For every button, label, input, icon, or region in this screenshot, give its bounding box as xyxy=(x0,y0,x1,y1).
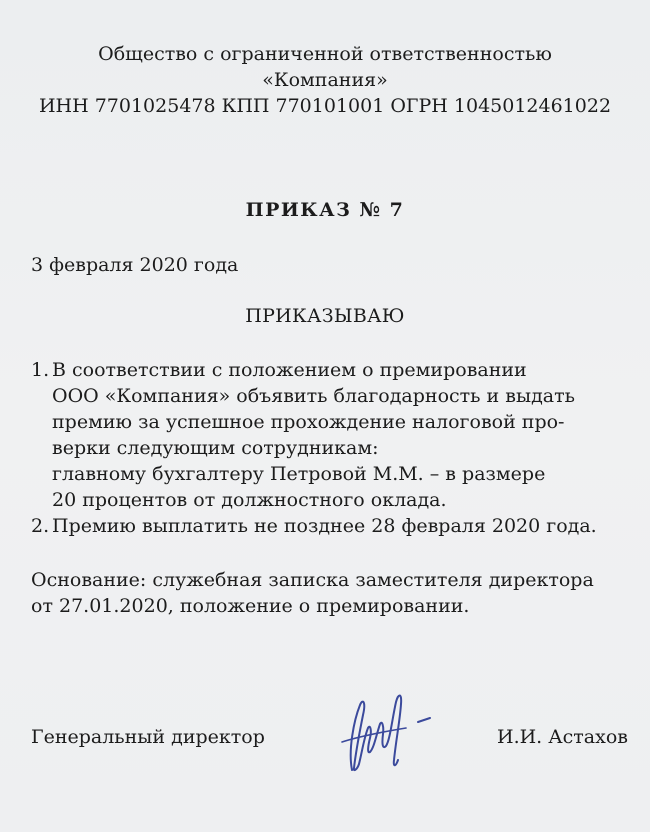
document-date: 3 февраля 2020 года xyxy=(31,254,239,276)
basis-line: Основание: служебная записка заместителя директора xyxy=(31,569,594,591)
handwritten-signature xyxy=(330,680,460,780)
company-requisites: ИНН 7701025478 КПП 770101001 ОГРН 1045012461022 xyxy=(38,95,612,117)
order-item-2 xyxy=(31,513,631,539)
company-name-quoted: «Компания» xyxy=(262,69,388,91)
item-line: главному бухгалтеру Петровой М.М. – в размере xyxy=(52,463,546,485)
order-items xyxy=(31,357,631,539)
item-number: 2. xyxy=(31,515,50,537)
basis-paragraph xyxy=(31,567,594,619)
item-line: В соответствии с положением о премировании xyxy=(52,359,527,381)
item-line: 20 процентов от должностного оклада. xyxy=(52,489,447,511)
document-title: ПРИКАЗ № 7 xyxy=(245,199,405,221)
item-line: верки следующим сотрудникам: xyxy=(52,437,379,459)
basis-line: от 27.01.2020, положение о премировании. xyxy=(31,595,470,617)
item-line: премию за успешное прохождение налоговой про- xyxy=(52,411,565,433)
signer-name: И.И. Астахов xyxy=(497,726,628,748)
company-header xyxy=(0,41,650,119)
signer-position: Генеральный директор xyxy=(31,726,265,748)
item-number: 1. xyxy=(31,359,50,381)
order-item-1 xyxy=(31,357,631,513)
item-line: Премию выплатить не позднее 28 февраля 2020 года. xyxy=(52,515,597,537)
order-heading: ПРИКАЗЫВАЮ xyxy=(245,305,405,327)
company-name-line: Общество с ограниченной ответственностью xyxy=(98,43,552,65)
item-line: ООО «Компания» объявить благодарность и выдать xyxy=(52,385,575,407)
